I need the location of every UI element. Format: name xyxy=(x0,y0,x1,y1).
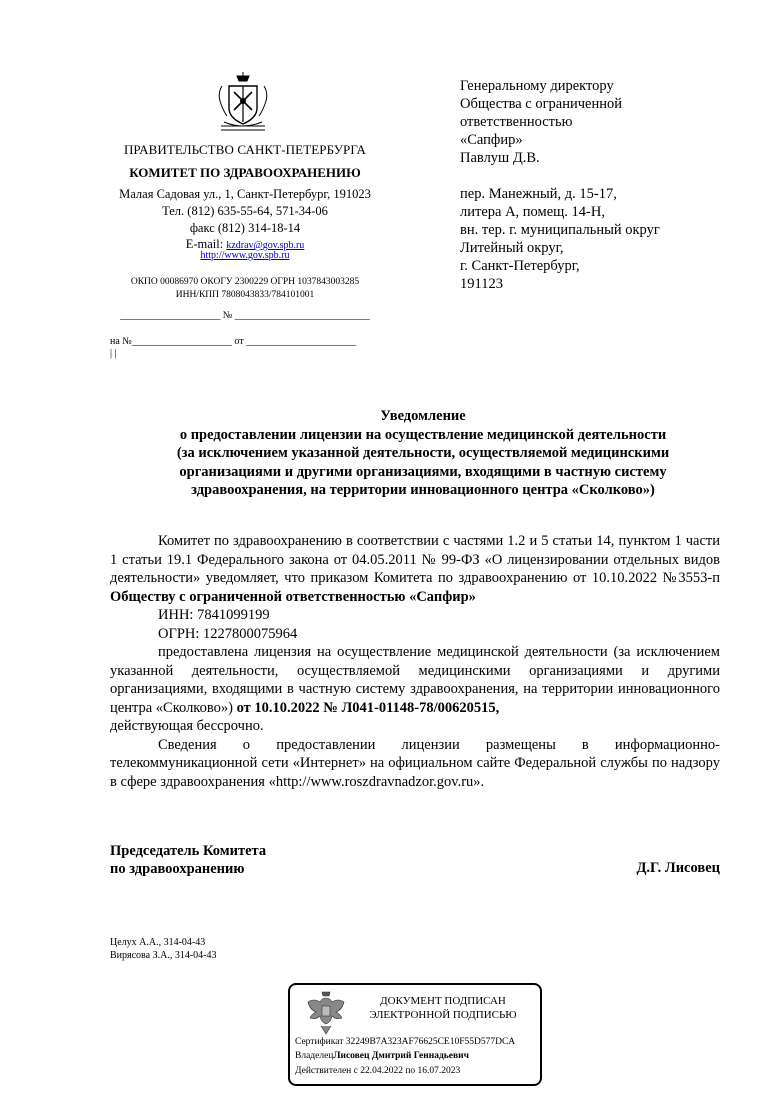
body-paragraph-1 xyxy=(110,532,720,606)
signatory-title-line: по здравоохранению xyxy=(110,861,245,877)
reference-marker: | | xyxy=(110,348,117,359)
owner-name: Лисовец Дмитрий Геннадьевич xyxy=(333,1051,469,1061)
spb-coat-of-arms-icon xyxy=(216,72,270,138)
sender-government: ПРАВИТЕЛЬСТВО САНКТ-ПЕТЕРБУРГА xyxy=(123,142,367,157)
title-heading: Уведомление xyxy=(380,408,466,424)
notice-title xyxy=(110,407,736,500)
title-line: здравоохранения, на территории инновационного центра «Сколково») xyxy=(191,482,655,498)
recipient-line: литера А, помещ. 14-Н, xyxy=(460,204,605,220)
recipient-line: Литейный округ, xyxy=(460,240,564,256)
recipient-line: Генеральному директору xyxy=(460,78,614,94)
body-paragraph-2 xyxy=(110,643,720,717)
sender-fax: факс (812) 314-18-14 xyxy=(189,221,301,235)
sender-committee: КОМИТЕТ ПО ЗДРАВООХРАНЕНИЮ xyxy=(129,165,361,180)
recipient-line: вн. тер. г. муниципальный округ xyxy=(460,222,660,238)
codes-line-2: ИНН/КПП 7808043833/784101001 xyxy=(175,290,315,300)
email-label: E-mail: xyxy=(185,237,227,251)
recipient-line: г. Санкт-Петербург, xyxy=(460,258,580,274)
title-line: о предоставлении лицензии на осуществление медицинской деятельности xyxy=(179,426,667,443)
inn: ИНН: 7841099199 xyxy=(158,607,270,623)
recipient-line: пер. Манежный, д. 15-17, xyxy=(460,186,617,202)
executor-line: Вирясова З.А., 314-04-43 xyxy=(110,950,217,961)
stamp-validity: Действителен с 22.04.2022 по 16.07.2023 xyxy=(295,1066,461,1076)
paragraph-text: предоставлена лицензия на осуществление медицинской деятельности (за исключением указанной деятельности, осуществляемой медицинскими организациями и другими организациями, входящими в частную систему здравоохранения, на территории инновационного центра «Сколково») xyxy=(110,644,720,716)
electronic-signature-stamp xyxy=(288,983,542,1086)
sender-phone: Тел. (812) 635-55-64, 571-34-06 xyxy=(162,204,328,218)
stamp-heading xyxy=(354,994,532,1022)
website-link[interactable]: http://www.gov.spb.ru xyxy=(200,250,290,261)
recipient-line: «Сапфир» xyxy=(460,132,523,148)
ogrn: ОГРН: 1227800075964 xyxy=(158,625,298,642)
body-paragraph-3: Сведения о предоставлении лицензии размещены в информационно-телекоммуникационной сети «Интернет» на официальном сайте Федеральной службы по надзору в сфере здравоохранения «http://www.roszdravnadzor.gov.ru». xyxy=(110,736,720,790)
sender-website-row xyxy=(110,250,380,261)
recipient-line: 191123 xyxy=(460,276,503,292)
codes-line-1: ОКПО 00086970 ОКОГУ 2300229 ОГРН 1037843003285 xyxy=(130,277,360,287)
recipient-line: Павлуш Д.В. xyxy=(460,150,540,166)
sender-codes xyxy=(110,276,380,302)
stamp-heading-line: ЭЛЕКТРОННОЙ ПОДПИСЬЮ xyxy=(369,1009,517,1021)
license-validity: действующая бессрочно. xyxy=(110,718,264,734)
recipient-line: Общества с ограниченной xyxy=(460,96,623,112)
owner-label: Владелец xyxy=(295,1051,334,1061)
title-line: организациями и другими организациями, входящими в частную систему xyxy=(179,463,667,480)
recipient-line xyxy=(460,167,700,185)
notice-body xyxy=(110,532,720,791)
signatory-title-line: Председатель Комитета xyxy=(110,843,267,859)
executors xyxy=(110,936,310,962)
title-line: (за исключением указанной деятельности, осуществляемой медицинскими xyxy=(176,445,670,461)
recipient-line: ответственностью xyxy=(460,114,573,130)
license-number: от 10.10.2022 № Л041-01148-78/00620515, xyxy=(236,699,500,716)
russian-eagle-icon xyxy=(307,990,345,1036)
email-link[interactable]: kzdrav@gov.spb.ru xyxy=(226,240,305,251)
reference-number-line: на №____________________ от ______________________ xyxy=(110,336,357,347)
paragraph-text: Комитет по здравоохранению в соответствии с частями 1.2 и 5 статьи 14, пунктом 1 части 1 статьи 19.1 Федерального закона от 04.05.2011 № 99-ФЗ «О лицензировании отдельных видов деятельности» уведомляет, что приказом Комитета по здравоохранению от 10.10.2022 №3553-п xyxy=(110,533,720,586)
stamp-certificate: Сертификат 32249B7A323AF76625CE10F55D577DCA xyxy=(295,1037,516,1047)
executor-line: Целух А.А., 314-04-43 xyxy=(110,937,206,948)
registration-number-line: ____________________ № ___________________________ xyxy=(120,310,370,321)
licensee-name: Обществу с ограниченной ответственностью «Сапфир» xyxy=(110,588,476,605)
signatory-name: Д.Г. Лисовец xyxy=(636,860,720,876)
recipient-block xyxy=(460,77,700,293)
stamp-heading-line: ДОКУМЕНТ ПОДПИСАН xyxy=(380,995,506,1007)
sender-address: Малая Садовая ул., 1, Санкт-Петербург, 191023 xyxy=(119,187,371,201)
stamp-owner xyxy=(295,1051,541,1061)
signatory-title xyxy=(110,842,410,878)
